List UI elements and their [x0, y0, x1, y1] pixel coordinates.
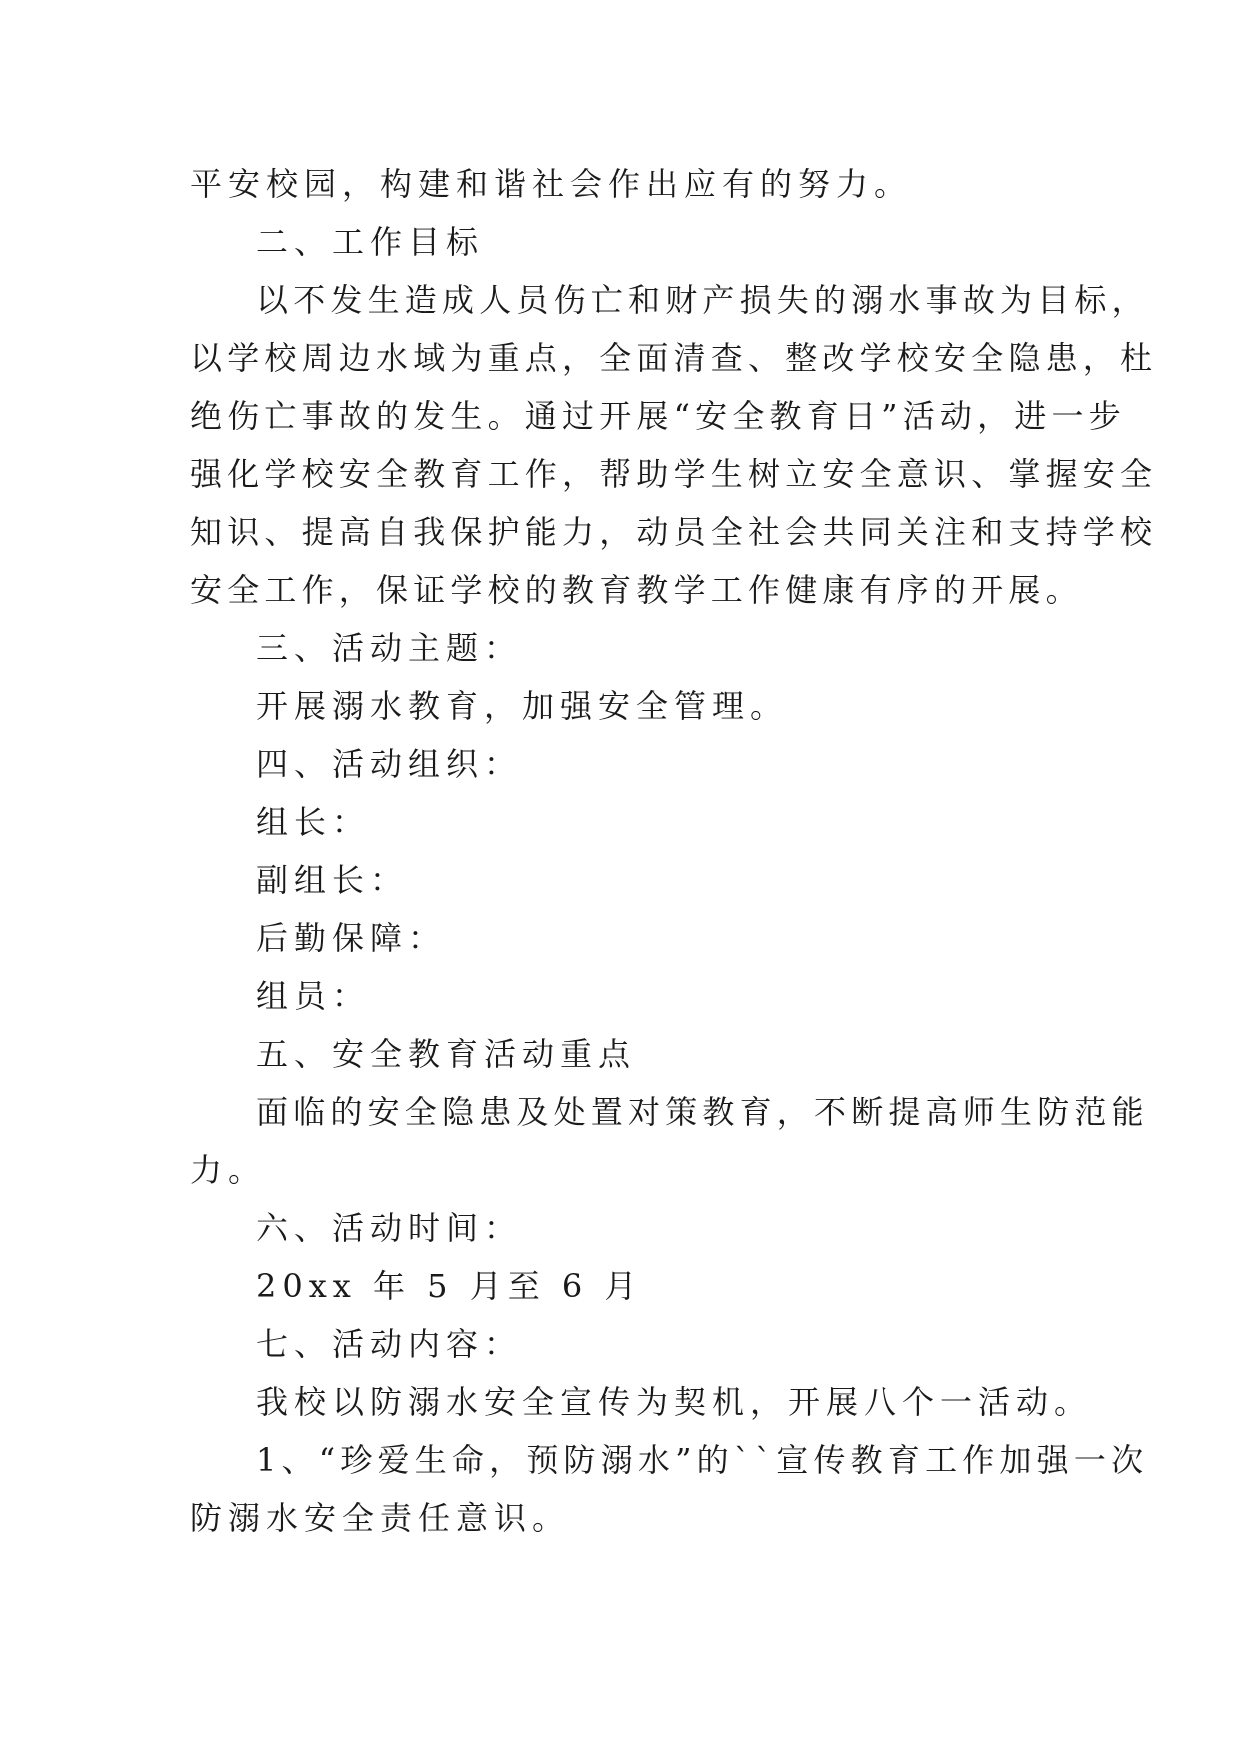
body-text-line: 我校以防溺水安全宣传为契机，开展八个一活动。 — [256, 1383, 1093, 1421]
body-text-line: 以不发生造成人员伤亡和财产损失的溺水事故为目标， — [256, 281, 1149, 319]
organization-role: 副组长： — [256, 861, 409, 899]
body-text-line: 防溺水安全责任意识。 — [190, 1499, 571, 1537]
organization-role: 后勤保障： — [256, 919, 447, 957]
section-heading: 六、活动时间： — [256, 1209, 523, 1247]
list-item: 1、“珍爱生命，预防溺水”的``宣传教育工作加强一次 — [256, 1441, 1149, 1479]
section-heading: 四、活动组织： — [256, 745, 523, 783]
body-text-line: 平安校园，构建和谐社会作出应有的努力。 — [190, 165, 913, 203]
body-text-line: 知识、提高自我保护能力，动员全社会共同关注和支持学校 — [190, 513, 1158, 551]
body-text-line: 强化学校安全教育工作，帮助学生树立安全意识、掌握安全 — [190, 455, 1158, 493]
body-text-line: 以学校周边水域为重点，全面清查、整改学校安全隐患，杜 — [190, 339, 1158, 377]
body-text-line: 力。 — [190, 1151, 267, 1189]
section-heading: 二、工作目标 — [256, 223, 485, 261]
section-heading: 三、活动主题： — [256, 629, 523, 667]
body-text-line: 安全工作，保证学校的教育教学工作健康有序的开展。 — [190, 571, 1083, 609]
section-heading: 五、安全教育活动重点 — [256, 1035, 637, 1073]
section-heading: 七、活动内容： — [256, 1325, 523, 1363]
document-page — [190, 155, 1158, 1547]
body-text-line: 面临的安全隐患及处置对策教育，不断提高师生防范能 — [256, 1093, 1149, 1131]
organization-role: 组员： — [256, 977, 371, 1015]
activity-date: 20xx 年 5 月至 6 月 — [256, 1267, 643, 1305]
body-text-line: 绝伤亡事故的发生。通过开展“安全教育日”活动，进一步 — [190, 397, 1126, 435]
organization-role: 组长： — [256, 803, 371, 841]
body-text-line: 开展溺水教育，加强安全管理。 — [256, 687, 789, 725]
